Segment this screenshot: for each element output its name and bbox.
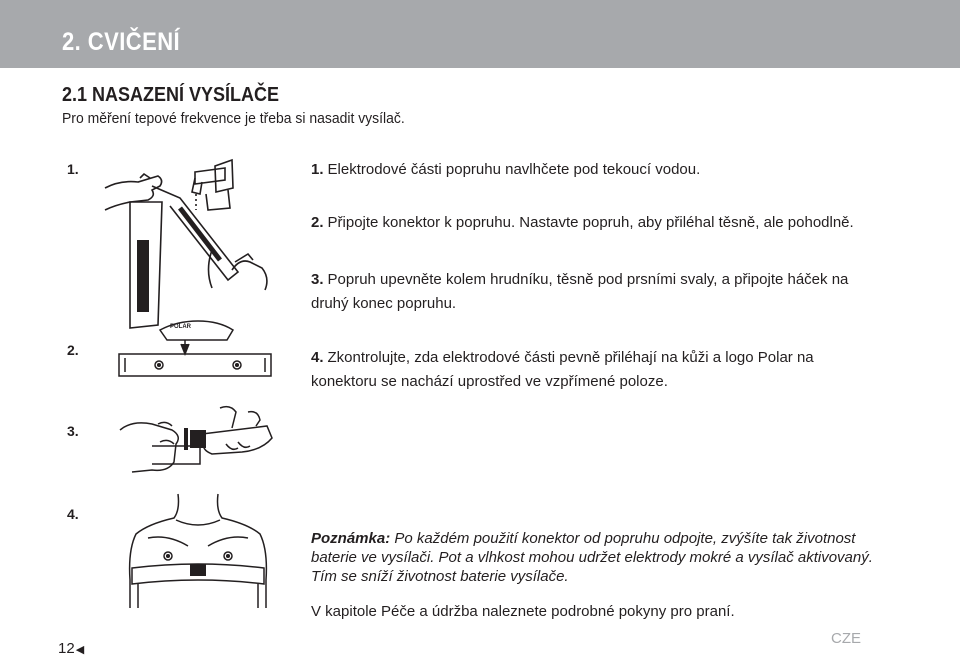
step-text: Popruh upevněte kolem hrudníku, těsně pod prsními svaly, a připojte háček na druhý konec popruhu. [311, 271, 849, 312]
page-number [58, 640, 84, 657]
page-arrow-icon: ◀ [75, 644, 85, 656]
note-paragraph [311, 529, 876, 586]
section-title: 2.1 NASAZENÍ VYSÍLAČE [62, 84, 280, 106]
page-number-value: 12 [58, 640, 75, 657]
step-text: Zkontrolujte, zda elektrodové části pevně přiléhají na kůži a logo Polar na konektoru se nachází uprostřed ve vzpřímené poloze. [311, 349, 814, 390]
figure-2-connector-illustration [115, 318, 275, 380]
step-number: 1. [311, 161, 324, 178]
step-3 [311, 268, 871, 316]
figure-4-label: 4. [67, 506, 79, 522]
figure-2-brand-text: POLAR [170, 324, 191, 330]
step-text: Elektrodové části popruhu navlhčete pod tekoucí vodou. [327, 161, 701, 178]
section-intro: Pro měření tepové frekvence je třeba si nasadit vysílač. [62, 110, 405, 127]
figure-3-label: 3. [67, 423, 79, 439]
figure-1-wetting-strap-illustration [100, 150, 275, 335]
figure-2-label: 2. [67, 342, 79, 358]
care-reference-text: V kapitole Péče a údržba naleznete podrobné pokyny pro praní. [311, 603, 735, 620]
language-code: CZE [831, 630, 861, 647]
step-4 [311, 346, 871, 394]
step-number: 2. [311, 214, 324, 231]
step-number: 3. [311, 271, 324, 288]
step-number: 4. [311, 349, 324, 366]
step-2 [311, 211, 871, 235]
figure-3-fastening-strap-illustration [112, 402, 277, 480]
note-text: Po každém použití konektor od popruhu odpojte, zvýšíte tak životnost baterie ve vysílači. Pot a vlhkost mohou udržet elektrody mokré a vysílač aktivovaný. Tím se sníží životnost baterie vysílače. [311, 530, 873, 585]
chapter-title: 2. CVIČENÍ [62, 28, 181, 56]
step-1 [311, 158, 871, 182]
figure-1-label: 1. [67, 161, 79, 177]
figure-4-strap-on-chest-illustration [118, 490, 278, 610]
step-text: Připojte konektor k popruhu. Nastavte popruh, aby přiléhal těsně, ale pohodlně. [327, 214, 854, 231]
note-label: Poznámka: [311, 530, 391, 547]
